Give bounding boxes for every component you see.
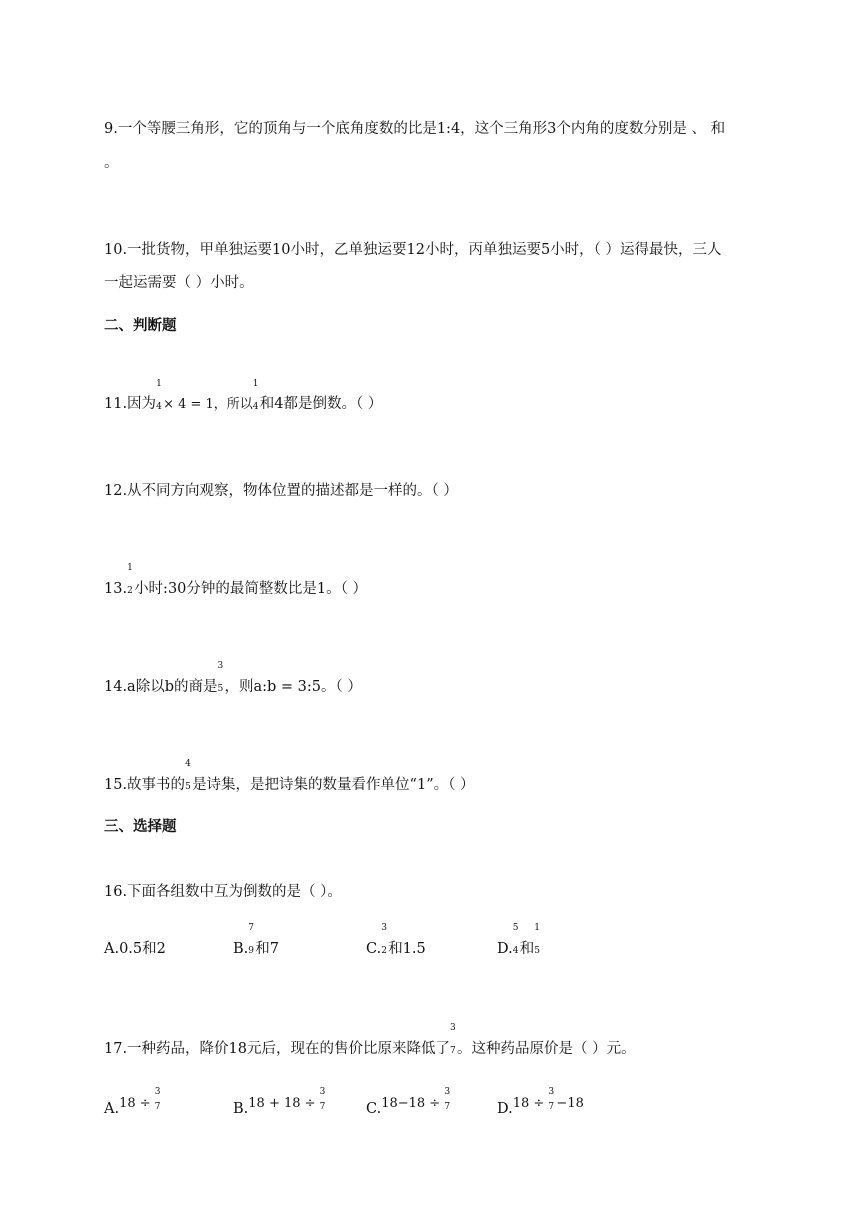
question-14 [104,661,362,697]
q14-text-b: ，则a:b = 3:5。（ ） [224,679,362,695]
numerator: 1 [534,923,540,933]
q17-a-fraction [154,1087,163,1119]
q16-option-b [233,923,279,959]
option-text: 和7 [255,941,279,957]
q13-text-b: 小时:30分钟的最简整数比是1。（ ） [134,581,367,597]
question-15 [104,759,475,795]
question-13 [104,563,367,599]
question-12: 12.从不同方向观察，物体位置的描述都是一样的。（ ） [104,483,458,499]
numerator: 3 [548,1087,555,1097]
numerator: 1 [156,379,162,389]
section-heading-choice: 三、选择题 [104,818,177,835]
q15-text-a: 15.故事书的 [104,777,186,793]
option-text: 和 [519,941,535,957]
q16-c-fraction [381,923,388,959]
question-11 [104,379,383,415]
denominator: 4 [156,402,162,412]
option-expression: 18−18 ÷ [381,1096,445,1111]
q17-option-c [366,1087,452,1119]
denominator: 7 [548,1102,555,1112]
numerator: 1 [252,379,259,389]
option-expression: 18 + 18 ÷ [248,1096,320,1111]
q16-d-fraction-1 [512,923,520,959]
q17-d-fraction [548,1087,556,1119]
q11-text-b: × 4 = 1，所以 [163,397,253,412]
option-letter: D. [497,941,513,957]
question-10-line-2: 一起运需要（ ）小时。 [104,275,254,291]
option-letter: C. [366,1101,382,1117]
denominator: 7 [154,1102,161,1112]
option-letter: C. [366,941,382,957]
q14-fraction [217,661,225,697]
numerator: 3 [444,1087,451,1097]
q17-option-a [104,1087,163,1119]
q11-text-c: 和4都是倒数。（ ） [259,396,383,412]
q15-text-b: 是诗集，是把诗集的数量看作单位“1”。（ ） [192,777,475,793]
q13-text-a: 13. [104,581,128,597]
numerator: 3 [217,661,224,671]
question-16-stem: 16.下面各组数中互为倒数的是（ ）。 [104,884,342,900]
denominator: 7 [450,1046,456,1056]
q17-fraction [450,1023,457,1059]
numerator: 3 [381,923,387,933]
section-heading-judgement: 二、判断题 [104,317,177,334]
option-letter: B. [233,941,249,957]
denominator: 2 [127,586,133,596]
option-letter: D. [497,1101,513,1117]
numerator: 4 [185,759,191,769]
option-expression: 18 ÷ [119,1096,155,1111]
q11-fraction-2 [252,379,260,415]
q11-text-a: 11.因为 [104,396,157,412]
denominator: 7 [444,1102,451,1112]
numerator: 5 [512,923,519,933]
numerator: 3 [319,1087,326,1097]
q16-b-fraction [248,923,255,959]
q16-option-c [366,923,426,959]
option-expression: 18 ÷ [512,1096,549,1111]
option-letter: B. [233,1101,249,1117]
denominator: 9 [248,946,254,956]
q11-fraction-1 [156,379,163,415]
q14-text-a: 14.a除以b的商是 [104,679,218,695]
question-9-line-1: 9.一个等腰三角形，它的顶角与一个底角度数的比是1:4，这个三角形3个内角的度数分别是 、 和 [104,121,726,137]
numerator: 7 [248,923,254,933]
q17-text-b: 。这种药品原价是（ ）元。 [457,1041,636,1057]
denominator: 4 [512,946,519,956]
q16-option-d [497,923,541,959]
q16-option-a: A.0.5和2 [104,941,166,957]
numerator: 1 [127,563,133,573]
question-9-line-2: 。 [104,155,119,171]
question-10-line-1: 10.一批货物，甲单独运要10小时，乙单独运要12小时，丙单独运要5小时，（ ）运得最快，三人 [104,242,722,258]
q13-fraction [127,563,134,599]
denominator: 5 [185,782,191,792]
denominator: 4 [252,402,259,412]
denominator: 5 [217,684,224,694]
numerator: 3 [154,1087,161,1097]
q17-option-d [497,1087,584,1119]
denominator: 5 [534,946,540,956]
q17-c-fraction [444,1087,452,1119]
denominator: 7 [319,1102,326,1112]
option-expression-tail: −18 [556,1096,584,1111]
q17-text-a: 17.一种药品，降价18元后，现在的售价比原来降低了 [104,1041,451,1057]
q17-b-fraction [319,1087,328,1119]
option-text: 和1.5 [388,941,426,957]
q17-option-b [233,1087,328,1119]
denominator: 2 [381,946,387,956]
numerator: 3 [450,1023,456,1033]
option-letter: A. [104,1101,120,1117]
q16-d-fraction-2 [534,923,541,959]
question-17-stem [104,1023,636,1059]
q15-fraction [185,759,192,795]
